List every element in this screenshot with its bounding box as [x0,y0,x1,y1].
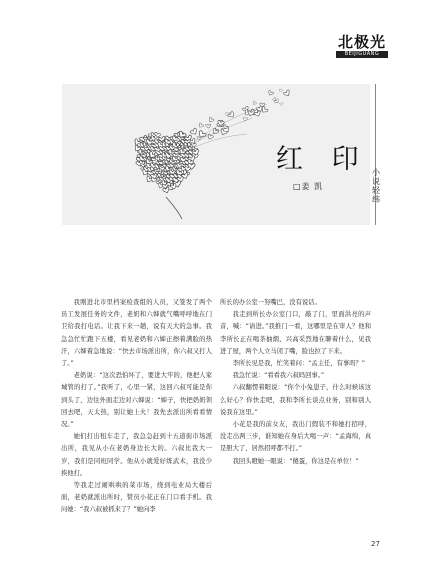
article-column-left [61,297,212,517]
paragraph: 李所长见是我，忙笑着问：“孟主任，有事吗？” [232,360,366,368]
paragraph: 我回头瞪她一眼说：“傻蛋，你这是在单位！” [232,457,359,465]
section-label: 小说轻纬 [372,168,380,204]
paragraph: 老奶说：“这次恐怕坏了，要进大牢的，他把人家城管的打了。”我听了，心里一紧，这回六叔可能是你到头了，边往外面走边对六婶说：“婶子，快把奶奶领回去吧，天太热，别让她上火！我先去派出所看看情况。” [61,372,212,429]
paragraph: 我走到所长办公室门口，敲了门，里面洪亮的声音，喊：“请进。”我推门一看，这哪里是在审人？他和李所长正在喝茶抽烟，兴高采烈地在聊着什么，见我进了屋，两个人立马闭了嘴，脸也拉了下来。 [220,311,371,355]
magazine-logo-subtitle: BEIJIGUANG [336,51,388,58]
page-number: 27 [371,540,380,548]
article-column-right [220,297,371,468]
paragraph: 六叔翻愣着眼说：“你个小兔崽子，什么时候该这么好心？你快走吧，我和李所长谈点业务，别和别人说我在这里。” [220,384,371,416]
paragraph: 她们打出租车走了，我急急赶到十五道街市场派出所，我见从小在老奶身边长大的。六叔比我大一岁，我们是同班同学。他从小就爱好练武术，我没少挨他打。 [61,433,212,477]
story-author: □姜 凯 [293,182,324,191]
paragraph: 等我走过闹哄哄的菜市场，绕到电业局大楼后面，老奶就派出所时，赞员小花正在门口看手机。我问她：“我六叔被抓来了？”她向李 [61,482,212,514]
paragraph: 小花是我的前女友，我出门假装不和她打招呼，没走出两三步，谁知她在身后大喝一声：“孟海绵，真是胆大了，居然招呼都不打。” [220,421,371,453]
paragraph: 我急忙说：“看看我六叔吗回事。” [232,372,325,380]
magazine-masthead [336,34,388,58]
paragraph: 我刚进北市里档案检查组的人员，又签发了两个员工发展任务的文件，老奶和六婶就气嘴呼呼地在门卫给我打电话。让我下来一趟，说有天大的急事。我急急忙忙跑下五楼，看见老奶和六婶正擦着满脸的热汗，六婶着急地说：“快去市场派出所，你六叔又打人了。” [61,299,212,368]
story-title: 红 印 [276,144,369,175]
magazine-logo: 北极光 [337,33,386,51]
paragraph: 所长的办公室一努嘴巴，没有说话。 [220,299,321,306]
